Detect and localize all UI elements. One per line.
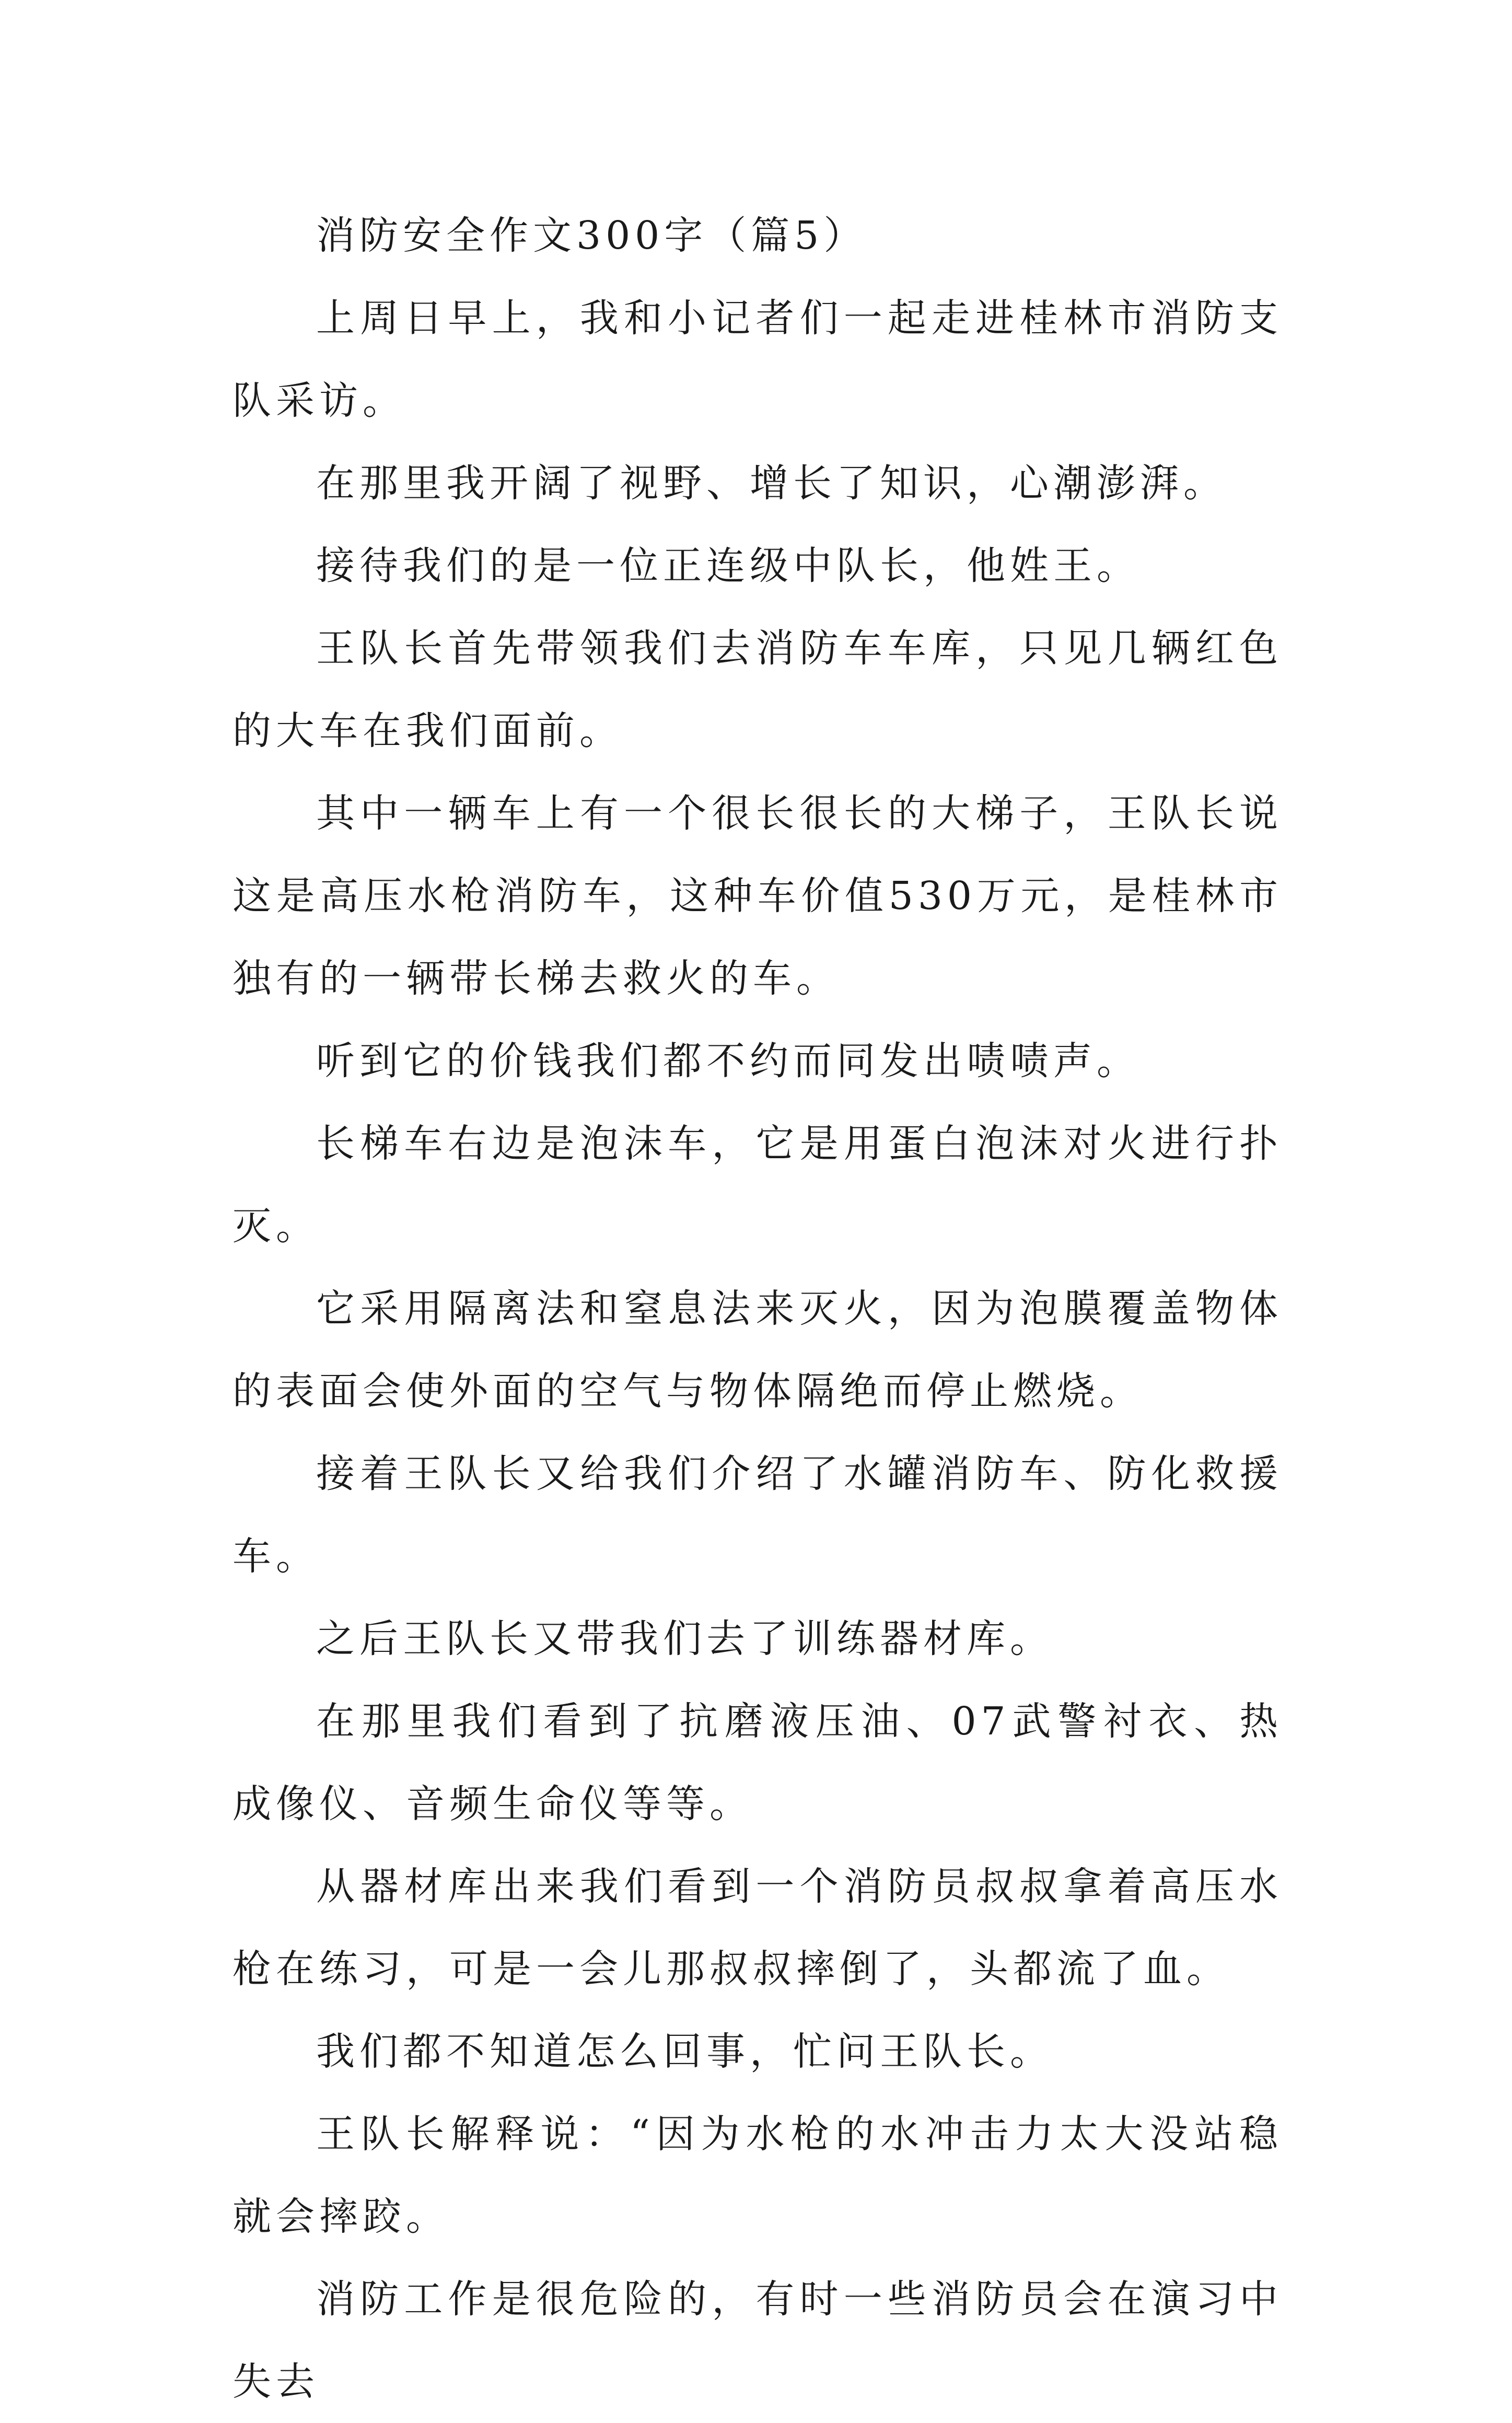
document-title: 消防安全作文300字（篇5） — [316, 213, 867, 258]
paragraph: 之后王队长又带我们去了训练器材库。 — [316, 1616, 1053, 1661]
paragraph: 它采用隔离法和窒息法来灭火，因为泡膜覆盖物体的表面会使外面的空气与物体隔绝而停止燃烧。 — [232, 1286, 1283, 1414]
paragraph: 消防工作是很危险的，有时一些消防员会在演习中失去 — [232, 2277, 1283, 2404]
paragraph: 上周日早上，我和小记者们一起走进桂林市消防支队采访。 — [232, 296, 1283, 423]
document-body — [232, 194, 1283, 2423]
paragraph: 从器材库出来我们看到一个消防员叔叔拿着高压水枪在练习，可是一会儿那叔叔摔倒了，头都流了血。 — [232, 1864, 1283, 1991]
paragraph: 在那里我们看到了抗磨液压油、07武警衬衣、热成像仪、音频生命仪等等。 — [232, 1699, 1283, 1826]
paragraph: 长梯车右边是泡沫车，它是用蛋白泡沫对火进行扑灭。 — [232, 1121, 1283, 1249]
paragraph: 接着王队长又给我们介绍了水罐消防车、防化救援车。 — [232, 1451, 1283, 1579]
paragraph: 王队长解释说：“因为水枪的水冲击力太大没站稳就会摔跤。 — [232, 2112, 1283, 2239]
paragraph: 在那里我开阔了视野、增长了知识，心潮澎湃。 — [316, 461, 1227, 506]
paragraph: 听到它的价钱我们都不约而同发出啧啧声。 — [316, 1039, 1140, 1084]
paragraph: 接待我们的是一位正连级中队长，他姓王。 — [316, 543, 1140, 588]
paragraph: 王队长首先带领我们去消防车车库，只见几辆红色的大车在我们面前。 — [232, 626, 1283, 753]
paragraph: 其中一辆车上有一个很长很长的大梯子，王队长说这是高压水枪消防车，这种车价值530万元，是桂林市独有的一辆带长梯去救火的车。 — [232, 791, 1283, 1001]
paragraph: 我们都不知道怎么回事，忙问王队长。 — [316, 2029, 1053, 2074]
